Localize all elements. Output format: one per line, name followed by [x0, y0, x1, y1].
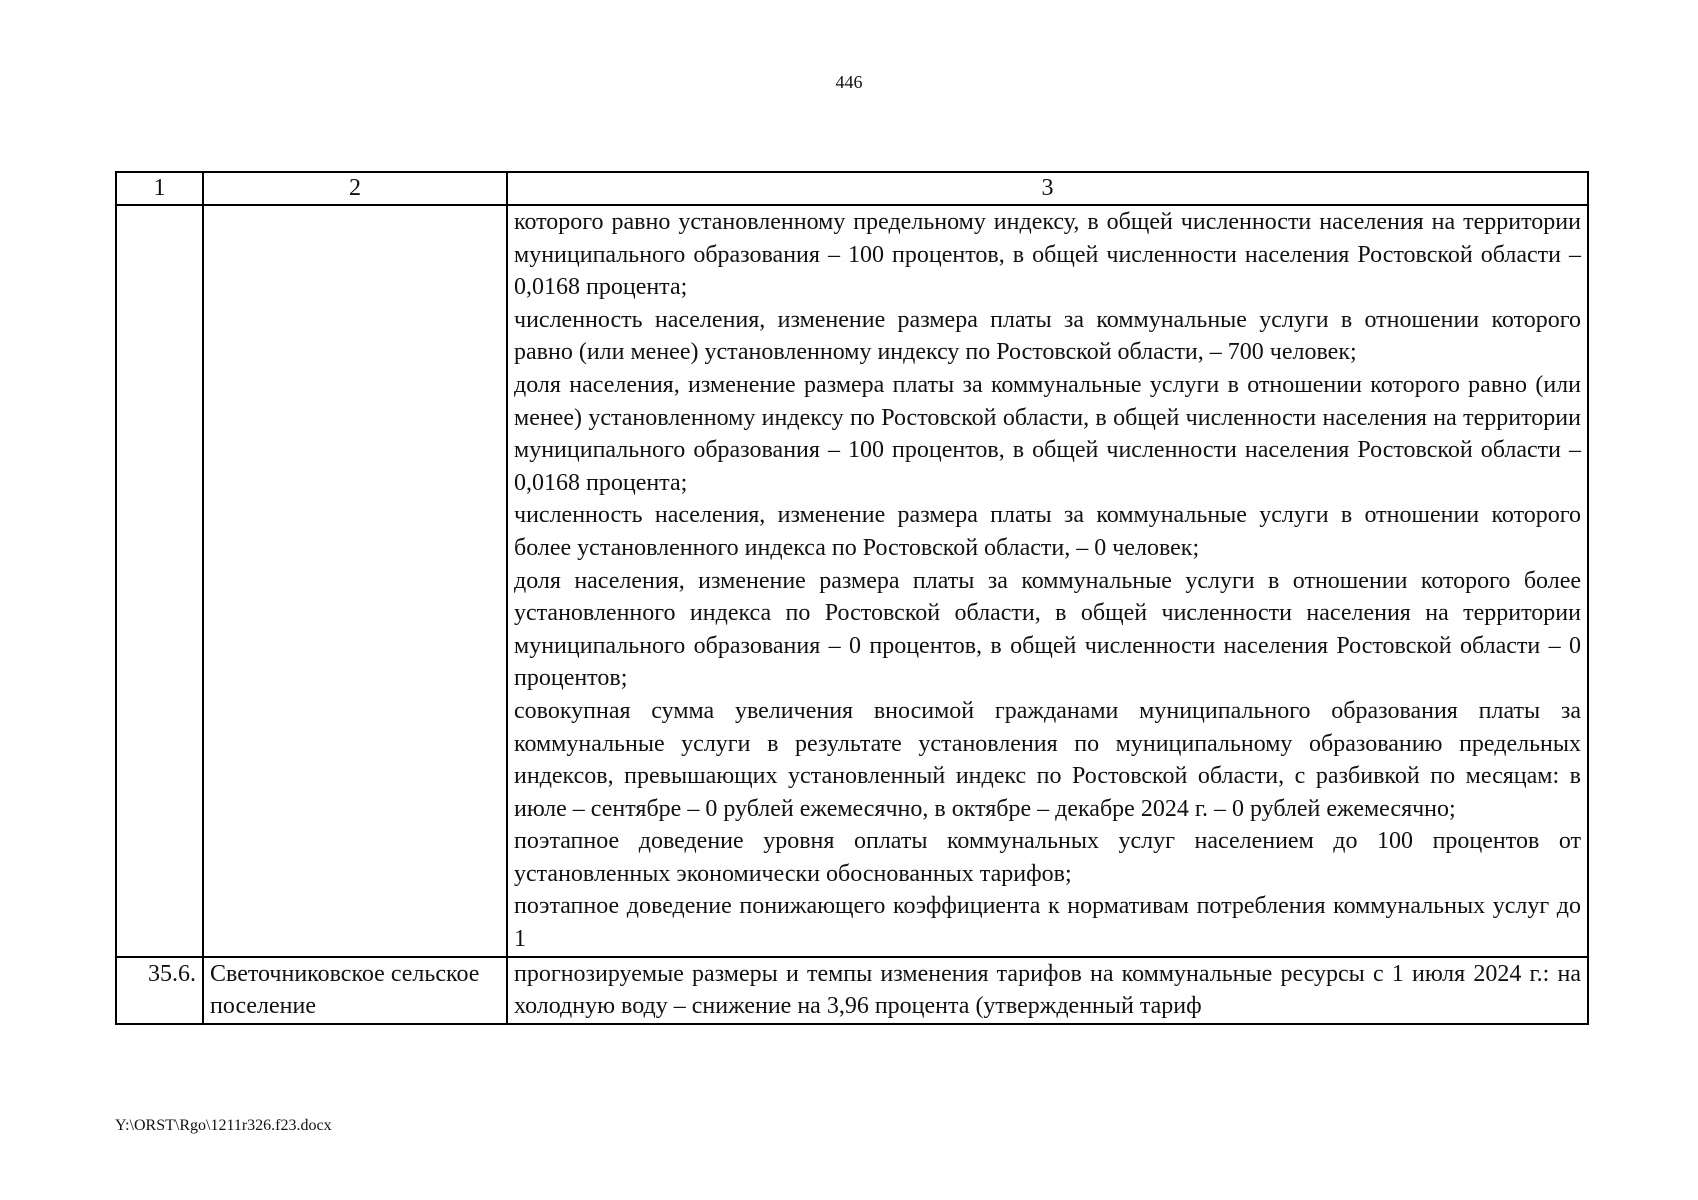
table-row: [116, 205, 1588, 957]
page-number: 446: [835, 72, 863, 92]
indicator-paragraph: прогнозируемые размеры и темпы изменения тарифов на коммунальные ресурсы с 1 июля 2024 г.: на холодную воду – снижение на 3,96 процента (утвержденный тариф: [514, 960, 1581, 1020]
indicators-cell: [507, 205, 1588, 957]
indicator-paragraph: доля населения, изменение размера платы за коммунальные услуги в отношении которого равно (или менее) установленному индексу по Ростовской области, в общей численности населения на территории муниципального образования – 100 процентов, в общей численности населения Ростовской области – 0,0168 процента;: [514, 371, 1581, 496]
settlement-name-cell: Светочниковское сельское поселение: [203, 957, 507, 1024]
indicator-paragraph: поэтапное доведение уровня оплаты коммунальных услуг населением до 100 процентов от установленных экономически обоснованных тарифов;: [514, 828, 1581, 887]
settlement-name-cell: [203, 205, 507, 957]
indicator-paragraph: совокупная сумма увеличения вносимой гражданами муниципального образования платы за коммунальные услуги в результате установления по муниципальному образованию предельных индексов, превышающих установленный индекс по Ростовской области, с разбивкой по месяцам: в июле – сентябре – 0 рублей ежемесячно, в октябре – декабре 2024 г. – 0 рублей ежемесячно;: [514, 697, 1581, 822]
column-number-3: 3: [507, 172, 1588, 205]
indicator-paragraph: которого равно установленному предельному индексу, в общей численности населения на территории муниципального образования – 100 процентов, в общей численности населения Ростовской области – 0,0168 процента;: [514, 209, 1581, 301]
row-number-cell: 35.6.: [116, 957, 203, 1024]
file-path-footer: Y:\ORST\Rgo\1211r326.f23.docx: [115, 1117, 332, 1134]
table-row: [116, 957, 1588, 1024]
tariff-table: [115, 171, 1589, 1025]
indicator-paragraph: поэтапное доведение понижающего коэффициента к нормативам потребления коммунальных услуг до 1: [514, 893, 1581, 953]
row-number-cell: [116, 205, 203, 957]
indicator-paragraph: численность населения, изменение размера платы за коммунальные услуги в отношении которого более установленного индекса по Ростовской области, – 0 человек;: [514, 502, 1581, 561]
indicators-cell: [507, 957, 1588, 1024]
column-number-2: 2: [203, 172, 507, 205]
indicator-paragraph: доля населения, изменение размера платы за коммунальные услуги в отношении которого более установленного индекса по Ростовской области, в общей численности населения на территории муниципального образования – 0 процентов, в общей численности населения Ростовской области – 0 процентов;: [514, 567, 1581, 692]
indicator-paragraph: численность населения, изменение размера платы за коммунальные услуги в отношении которого равно (или менее) установленному индексу по Ростовской области, – 700 человек;: [514, 306, 1581, 366]
column-number-1: 1: [116, 172, 203, 205]
table-header-row: [116, 172, 1588, 205]
